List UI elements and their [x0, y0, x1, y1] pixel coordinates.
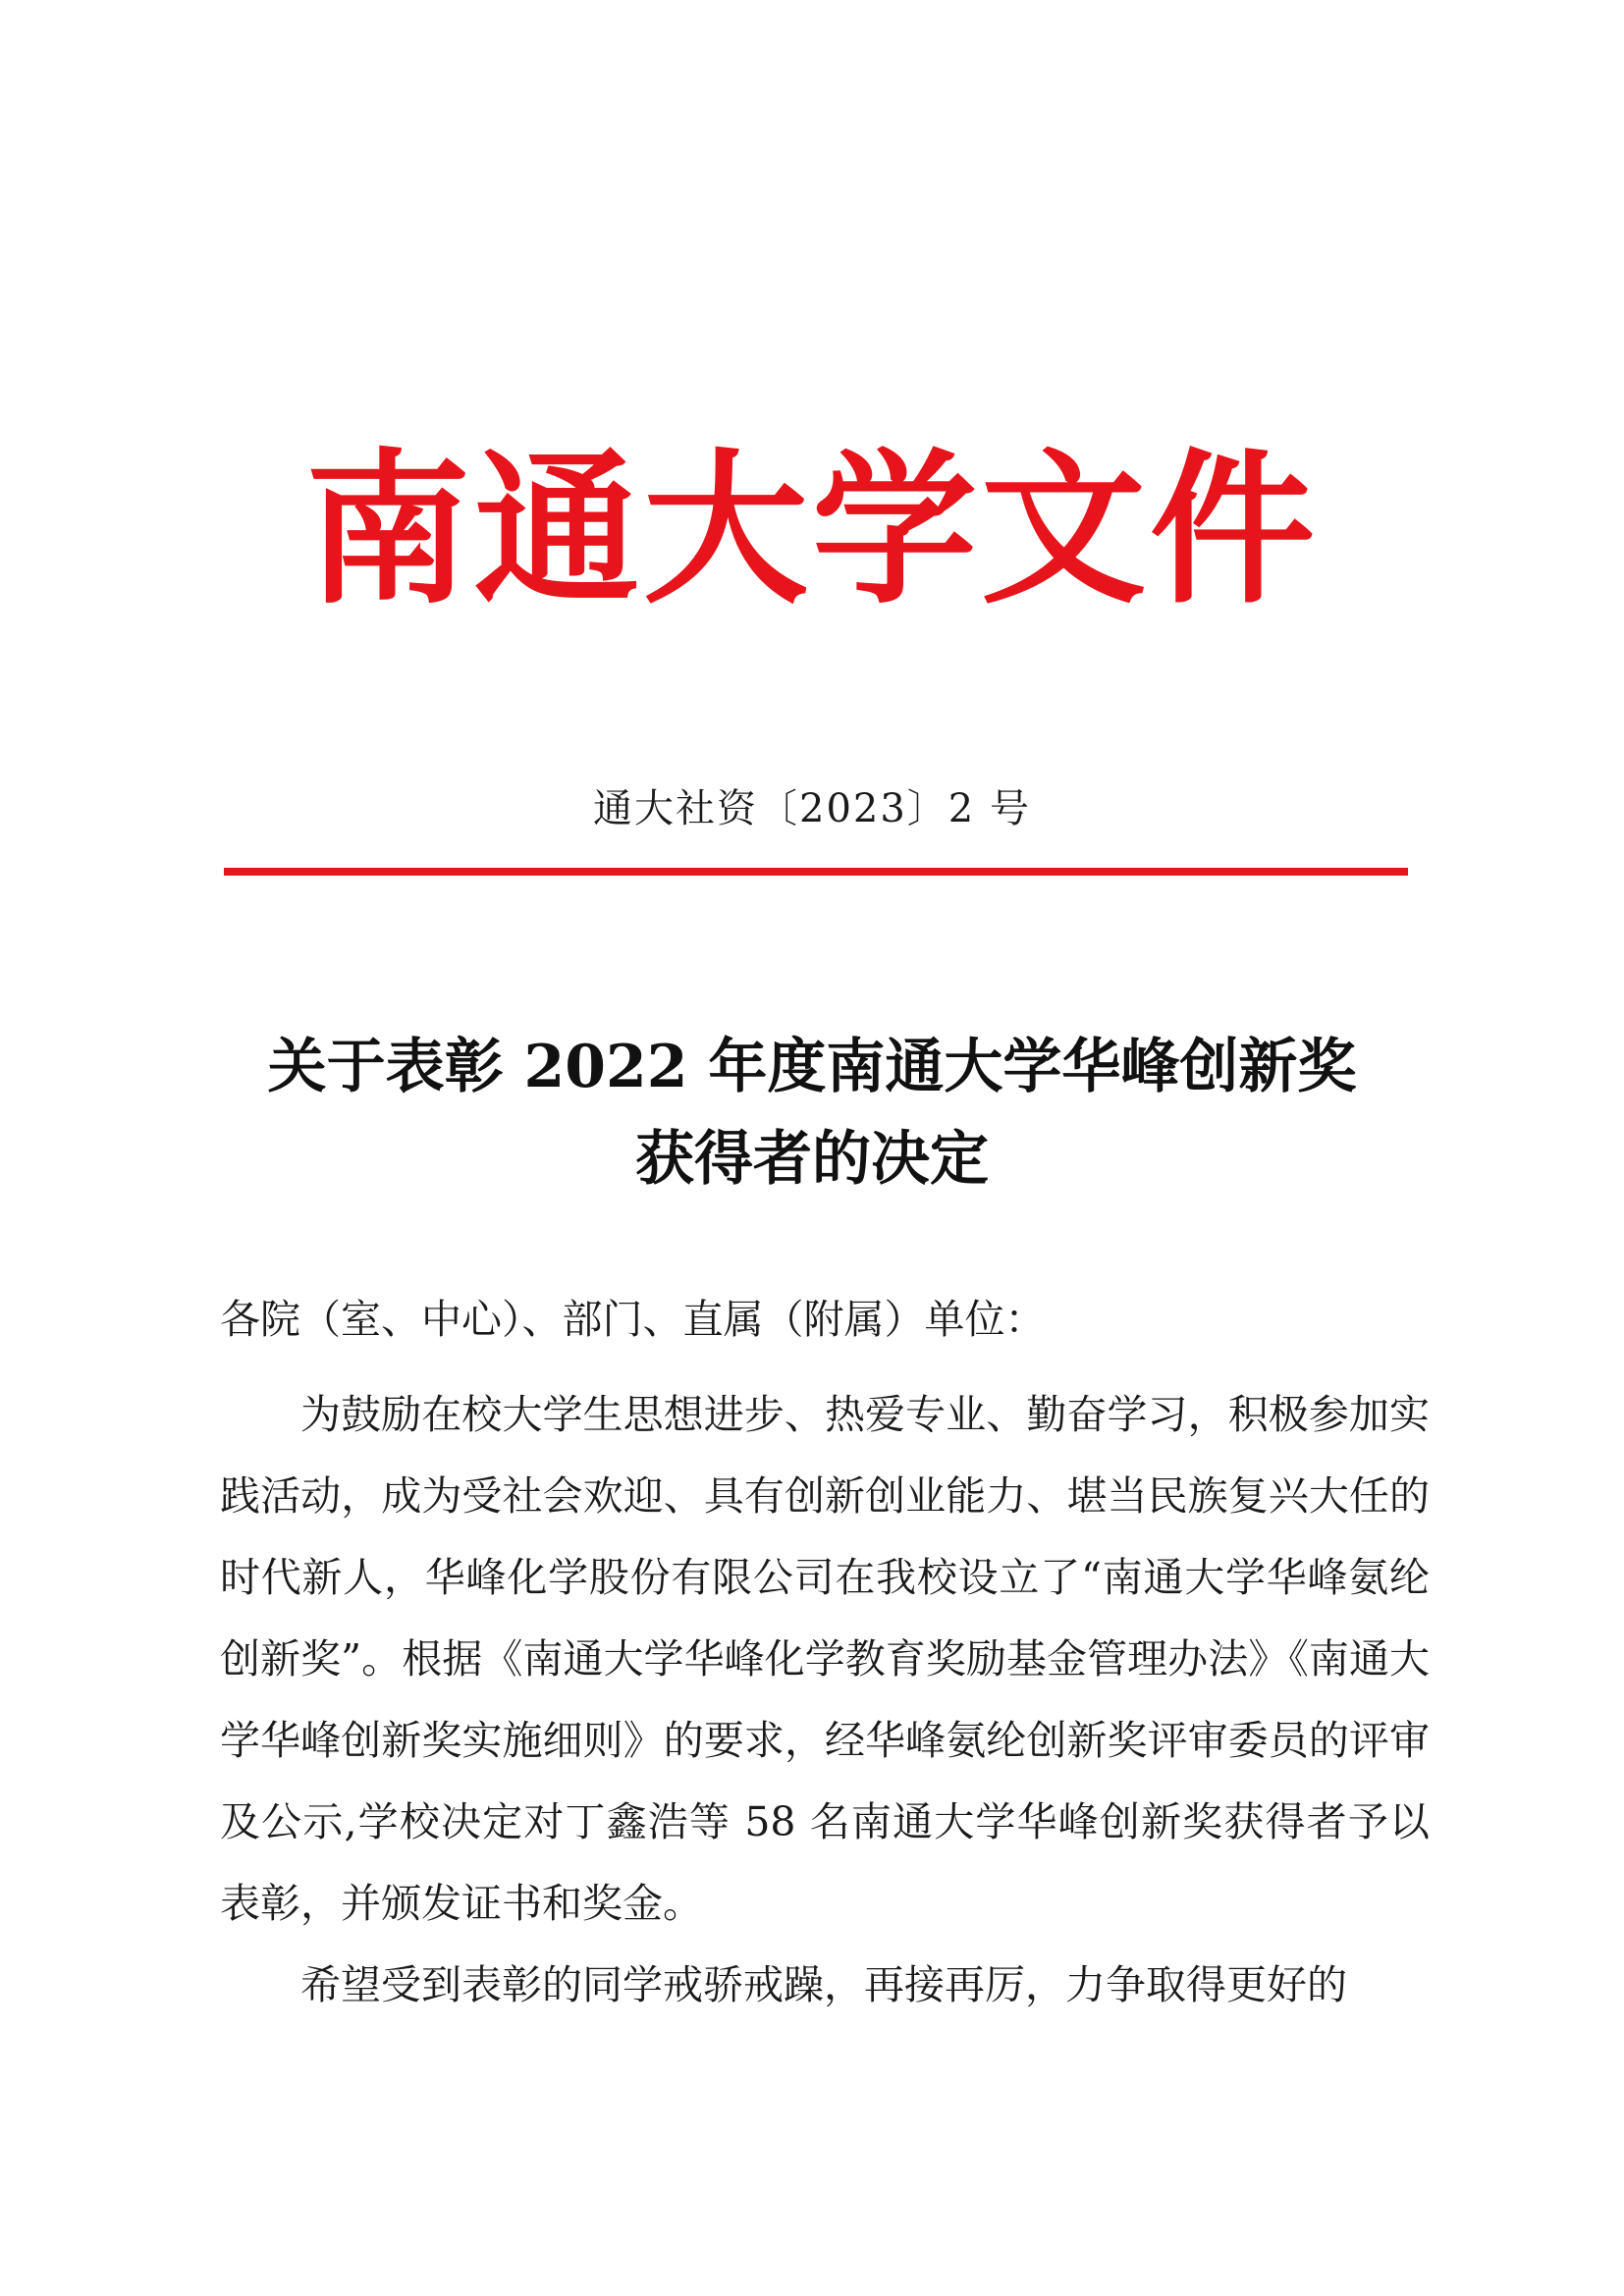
salutation: 各院（室、中心）、部门、直属（附属）单位：	[220, 1296, 1046, 1343]
body-paragraph-1: 为鼓励在校大学生思想进步、热爱专业、勤奋学习，积极参加实践活动，成为受社会欢迎、具有创新创业能力、堪当民族复兴大任的时代新人，华峰化学股份有限公司在我校设立了“南通大学华峰氨纶创新奖”。根据《南通大学华峰化学教育奖励基金管理办法》《南通大学华峰创新奖实施细则》的要求，经华峰氨纶创新奖评审委员的评审及公示,学校决定对丁鑫浩等 58 名南通大学华峰创新奖获得者予以表彰，并颁发证书和奖金。	[220, 1391, 1430, 1927]
title-line-2: 获得者的决定	[635, 1125, 989, 1194]
body-text	[220, 1374, 1430, 2026]
body-paragraph-2: 希望受到表彰的同学戒骄戒躁，再接再厉，力争取得更好的	[300, 1961, 1347, 2008]
masthead-title: 南通大学文件	[305, 432, 1319, 626]
document-title	[0, 1021, 1624, 1205]
title-line-1: 关于表彰 2022 年度南通大学华峰创新奖	[267, 1033, 1357, 1101]
red-divider	[224, 868, 1408, 876]
document-number: 通大社资〔2023〕2 号	[593, 786, 1031, 831]
